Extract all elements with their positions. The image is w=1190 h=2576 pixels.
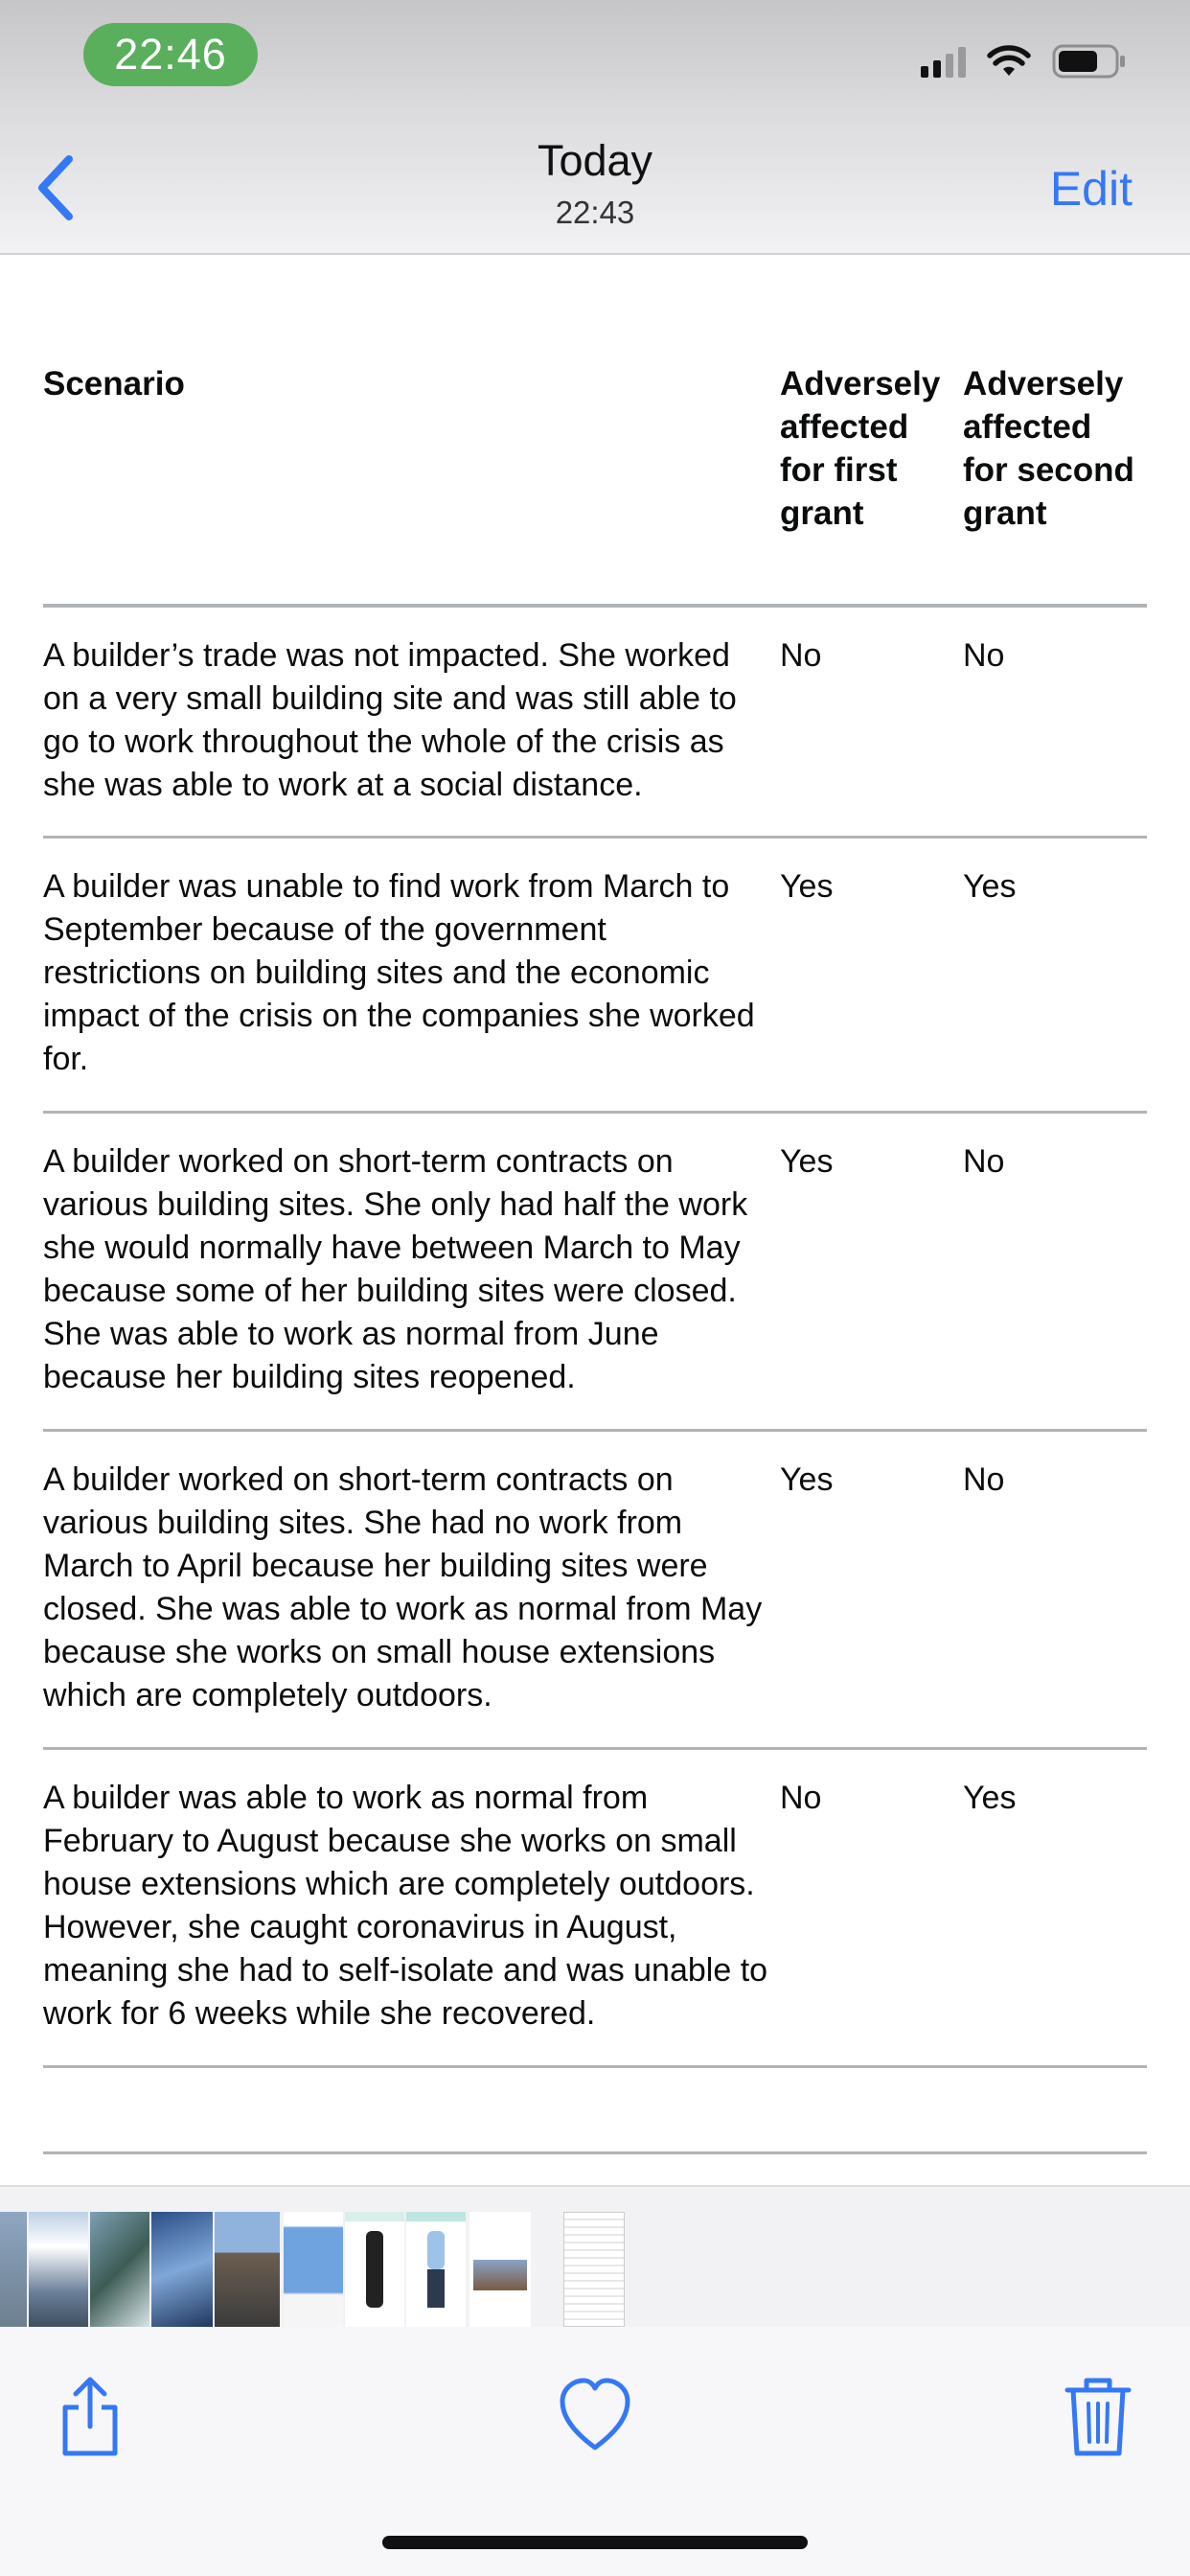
cellular-signal-icon [921,45,966,78]
thumbnail[interactable] [345,2212,404,2327]
thumbnail[interactable] [29,2212,88,2327]
second-grant-cell: No [963,637,1005,674]
nav-title: Today [537,136,653,185]
scenario-cell: A builder was unable to find work from March to September because of the government restrictions on building sites and the economic impact of the crisis on the companies she worked for. [43,868,755,1077]
thumbnail[interactable] [469,2212,531,2327]
second-grant-cell: No [963,1461,1005,1498]
status-time[interactable]: 22:46 [83,23,258,86]
table-row [43,1432,1147,1750]
share-icon[interactable] [52,2373,128,2459]
wifi-icon [987,45,1031,78]
thumbnail[interactable] [0,2212,27,2327]
edit-button[interactable]: Edit [1049,162,1133,216]
table-row [43,608,1147,839]
thumbnail[interactable] [406,2212,466,2327]
first-grant-cell: Yes [780,1461,834,1498]
first-grant-cell: No [780,1780,822,1816]
header-first-grant: Adversely affected for first grant [780,365,941,532]
thumbnail-selected[interactable] [563,2212,625,2327]
thumbnail[interactable] [284,2212,343,2327]
table-header [43,362,1147,608]
photo-thumbnail-strip[interactable] [0,2185,1190,2329]
second-grant-cell: Yes [963,1780,1017,1816]
first-grant-cell: No [780,637,822,674]
first-grant-cell: Yes [780,1143,834,1180]
second-grant-cell: No [963,1143,1005,1180]
scenario-cell: A builder’s trade was not impacted. She worked on a very small building site and was still able to go to work throughout the whole of the crisis as she was able to work at a social distance. [43,637,737,803]
header-second-grant: Adversely affected for second grant [963,365,1134,532]
grant-scenario-table [43,362,1147,2068]
trash-icon[interactable] [1060,2373,1136,2459]
table-row [43,1750,1147,2068]
home-indicator[interactable] [382,2536,808,2549]
thumbnail[interactable] [90,2212,149,2327]
thumbnail[interactable] [151,2212,213,2327]
scenario-cell: A builder was able to work as normal from February to August because she works on small house extensions which are completely outdoors. However, she caught coronavirus in August, meaning she had to self-isolate and was unable to work for 6 weeks while she recovered. [43,1780,768,2032]
scenario-cell: A builder worked on short-term contracts on various building sites. She had no work from March to April because her building sites were closed. She was able to work as normal from May because she works on small house extensions which are completely outdoors. [43,1461,763,1714]
table-row [43,1114,1147,1432]
heart-icon[interactable] [557,2373,633,2459]
battery-icon [1052,43,1127,80]
status-icons [921,42,1127,80]
thumbnail[interactable] [215,2212,280,2327]
first-grant-cell: Yes [780,868,834,905]
second-grant-cell: Yes [963,868,1017,905]
table-end-divider [43,2151,1147,2154]
top-navigation-bar [0,0,1190,255]
header-scenario: Scenario [43,365,185,402]
nav-subtitle: 22:43 [555,195,635,230]
scenario-cell: A builder worked on short-term contracts on various building sites. She only had half the work she would normally have between March to May because some of her building sites were closed. She was able to work as normal from June because her building sites reopened. [43,1143,748,1395]
table-row [43,839,1147,1114]
